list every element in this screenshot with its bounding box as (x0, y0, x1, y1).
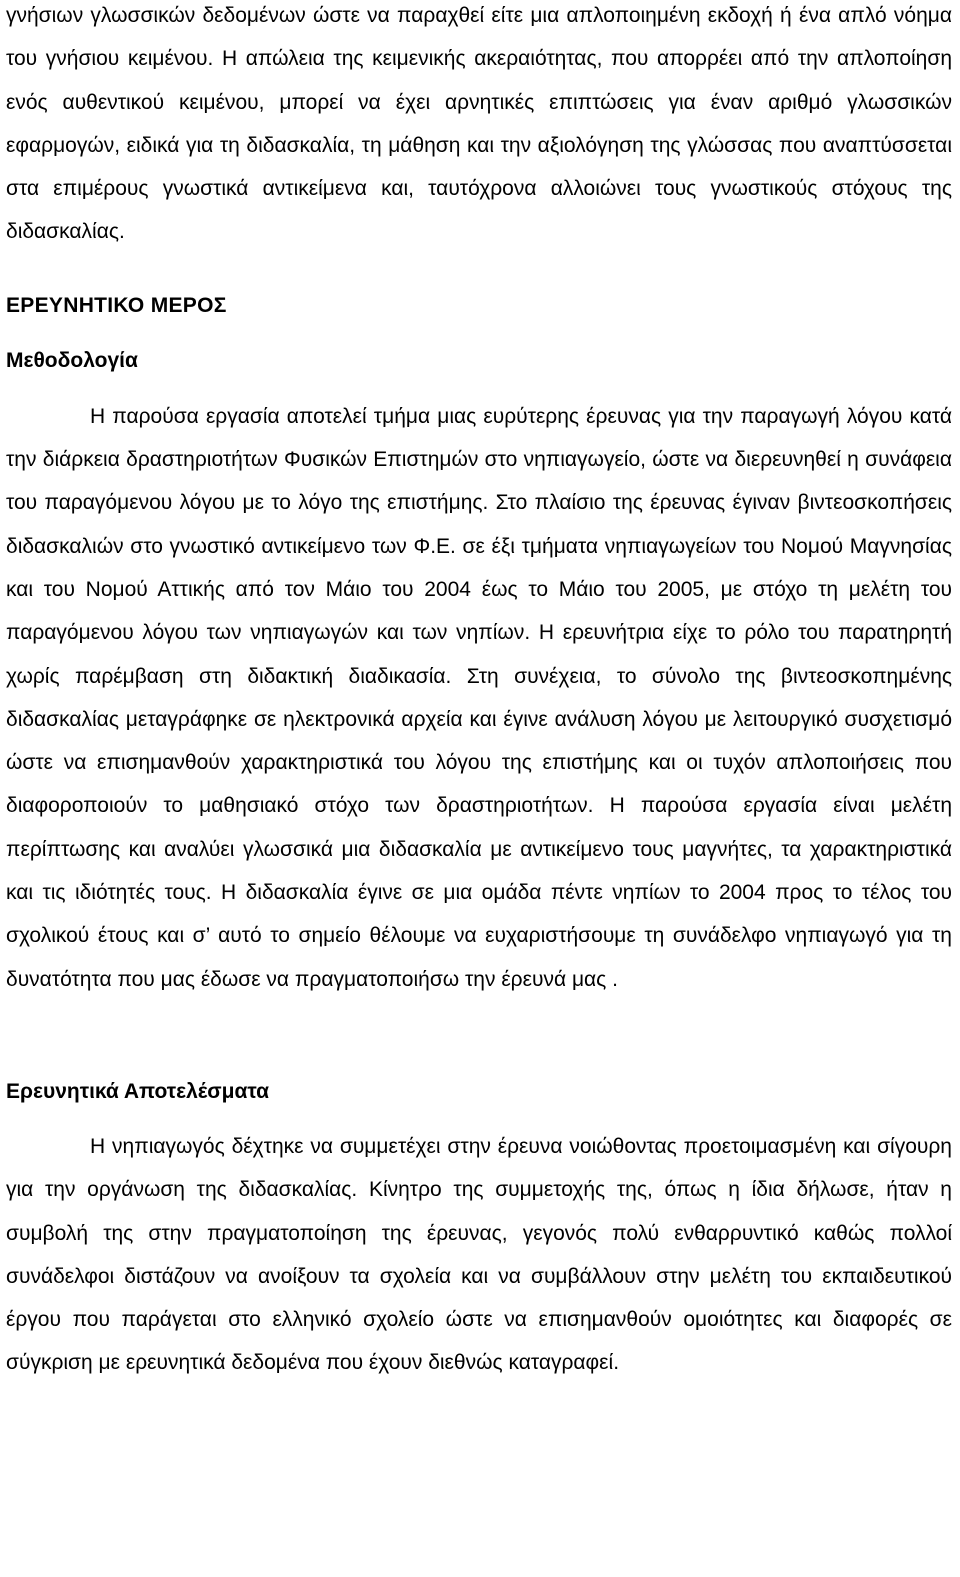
methodology-heading: Μεθοδολογία (6, 348, 138, 372)
section-heading: ΕΡΕΥΝΗΤΙΚΟ ΜΕΡΟΣ (6, 293, 227, 317)
methodology-paragraph: Η παρούσα εργασία αποτελεί τμήμα μιας ευρύτερης έρευνας για την παραγωγή λόγου κατά την διάρκεια δραστηριοτήτων Φυσικών Επιστημών στο νηπιαγωγείο, ώστε να διερευνηθεί η συνάφεια του παραγόμενου λόγου με το λόγο της επιστήμης. Στο πλαίσιο της έρευνας έγιναν βιντεοσκοπήσεις διδασκαλιών στο γνωστικό αντικείμενο των Φ.Ε. σε έξι τμήματα νηπιαγωγείων του Νομού Μαγνησίας και του Νομού Αττικής από τον Μάιο του 2004 έως το Μάιο του 2005, με στόχο τη μελέτη του παραγόμενου λόγου των νηπιαγωγών και των νηπίων. Η ερευνήτρια είχε το ρόλο του παρατηρητή χωρίς παρέμβαση στη διδακτική διαδικασία. Στη συνέχεια, το σύνολο της βιντεοσκοπημένης διδασκαλίας μεταγράφηκε σε ηλεκτρονικά αρχεία και έγινε ανάλυση λόγου με λειτουργικό συσχετισμό ώστε να επισημανθούν χαρακτηριστικά του λόγου της επιστήμης και οι τυχόν απλοποιήσεις που διαφοροποιούν το μαθησιακό στόχο των δραστηριοτήτων. Η παρούσα εργασία είναι μελέτη περίπτωσης και αναλύει γλωσσικά μια διδασκαλία με αντικείμενο τους μαγνήτες, τα χαρακτηριστικά και τις ιδιότητές τους. Η διδασκαλία έγινε σε μια ομάδα πέντε νηπίων το 2004 προς το τέλος του σχολικού έτους και σ’ αυτό το σημείο θέλουμε να ευχαριστήσουμε τη συνάδελφο νηπιαγωγό για τη δυνατότητα που μας έδωσε να πραγματοποιήσω την έρευνά μας . (6, 404, 952, 991)
results-paragraph: Η νηπιαγωγός δέχτηκε να συμμετέχει στην έρευνα νοιώθοντας προετοιμασμένη και σίγουρη για την οργάνωση της διδασκαλίας. Κίνητρο της συμμετοχής της, όπως η ίδια δήλωσε, ήταν η συμβολή της στην πραγματοποίηση της έρευνας, γεγονός πολύ ενθαρρυντικό καθώς πολλοί συνάδελφοι διστάζουν να ανοίξουν τα σχολεία και να συμβάλλουν στην μελέτη του εκπαιδευτικού έργου που παράγεται στο ελληνικό σχολείο ώστε να επισημανθούν ομοιότητες και διαφορές σε σύγκριση με ερευνητικά δεδομένα που έχουν διεθνώς καταγραφεί. (6, 1134, 952, 1375)
results-heading: Ερευνητικά Αποτελέσματα (6, 1079, 270, 1103)
document-page (6, 0, 952, 1385)
intro-paragraph: γνήσιων γλωσσικών δεδομένων ώστε να παραχθεί είτε μια απλοποιημένη εκδοχή ή ένα απλό νόημα του γνήσιου κειμένου. Η απώλεια της κειμενικής ακεραιότητας, που απορρέει από την απλοποίηση ενός αυθεντικού κειμένου, μπορεί να έχει αρνητικές επιπτώσεις για έναν αριθμό γλωσσικών εφαρμογών, ειδικά για τη διδασκαλία, τη μάθηση και την αξιολόγηση της γλώσσας που αναπτύσσεται στα επιμέρους γνωστικά αντικείμενα και, ταυτόχρονα αλλοιώνει τους γνωστικούς στόχους της διδασκαλίας. (6, 4, 952, 244)
